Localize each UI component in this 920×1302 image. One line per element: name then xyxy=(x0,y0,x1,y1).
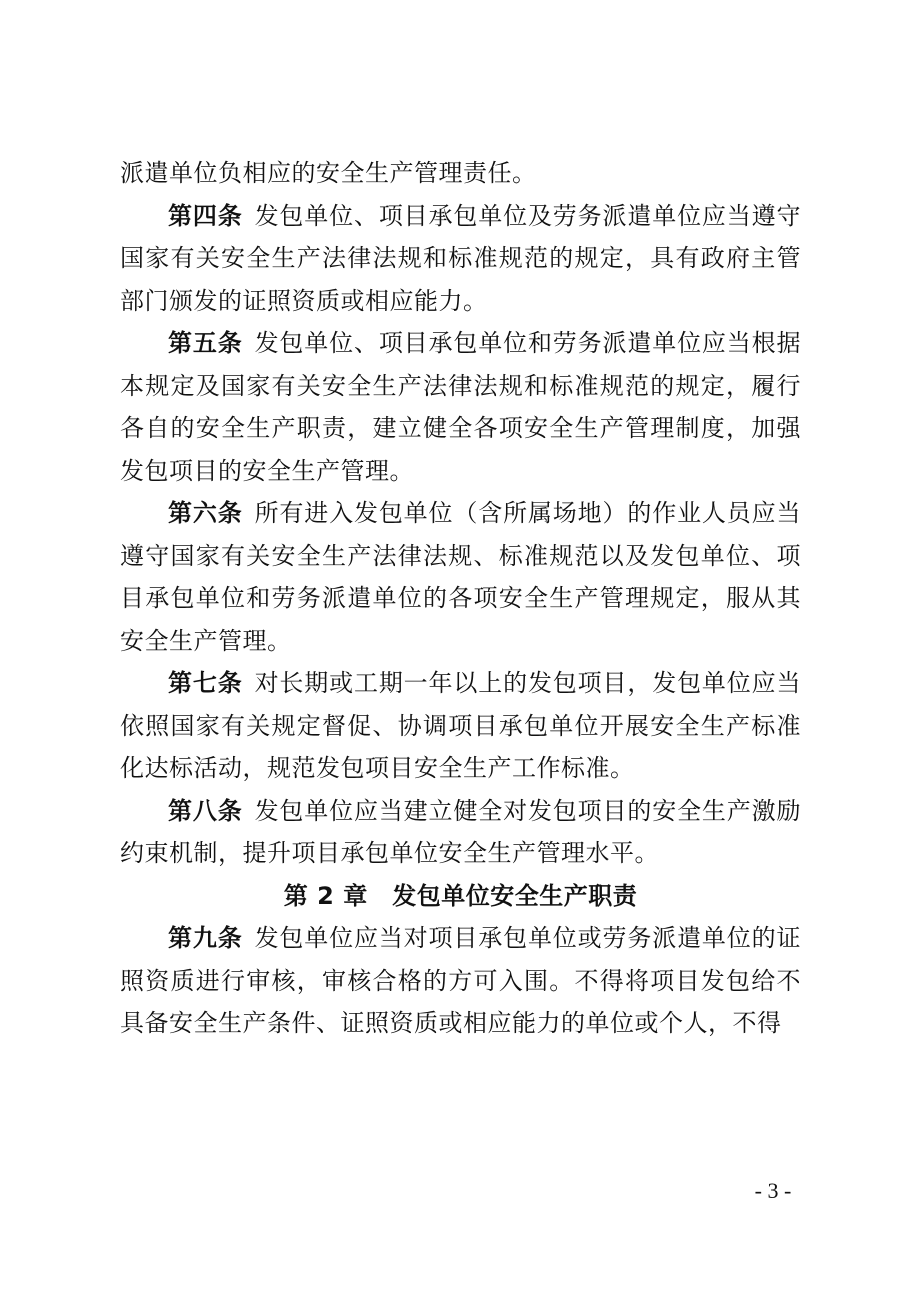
article-text: 发包单位、项目承包单位和劳务派遣单位应当根据本规定及国家有关安全生产法律法规和标准规范的规定，履行各自的安全生产职责，建立健全各项安全生产管理制度，加强发包项目的安全生产管理。 xyxy=(120,329,801,485)
article-text: 发包单位应当对项目承包单位或劳务派遣单位的证照资质进行审核，审核合格的方可入围。不得将项目发包给不具备安全生产条件、证照资质或相应能力的单位或个人，不得 xyxy=(120,924,801,1037)
article-number: 第四条 xyxy=(168,201,243,230)
chapter-heading: 第 2 章 发包单位安全生产职责 xyxy=(283,881,638,910)
continued-paragraph: 派遣单位负相应的安全生产管理责任。 xyxy=(120,159,537,187)
article-number: 第八条 xyxy=(168,796,243,825)
article-text: 所有进入发包单位（含所属场地）的作业人员应当遵守国家有关安全生产法律法规、标准规范以及发包单位、项目承包单位和劳务派遣单位的各项安全生产管理规定，服从其安全生产管理。 xyxy=(120,499,801,655)
article-paragraph xyxy=(120,917,801,1045)
article-number: 第七条 xyxy=(168,669,243,697)
article-paragraph xyxy=(120,662,801,790)
article-number: 第五条 xyxy=(168,329,243,357)
article-paragraph xyxy=(120,492,801,662)
document-body xyxy=(120,152,801,1045)
article-text: 对长期或工期一年以上的发包项目，发包单位应当依照国家有关规定督促、协调项目承包单位开展安全生产标准化达标活动，规范发包项目安全生产工作标准。 xyxy=(120,669,801,782)
article-number: 第九条 xyxy=(168,924,243,952)
article-number: 第六条 xyxy=(168,499,243,527)
article-text: 发包单位、项目承包单位及劳务派遣单位应当遵守国家有关安全生产法律法规和标准规范的规定，具有政府主管部门颁发的证照资质或相应能力。 xyxy=(120,201,801,315)
article-paragraph xyxy=(120,195,801,323)
article-text: 发包单位应当建立健全对发包项目的安全生产激励约束机制，提升项目承包单位安全生产管理水平。 xyxy=(120,796,801,867)
article-paragraph xyxy=(120,322,801,492)
page-number: - 3 - xyxy=(754,1178,792,1203)
article-paragraph xyxy=(120,790,801,875)
